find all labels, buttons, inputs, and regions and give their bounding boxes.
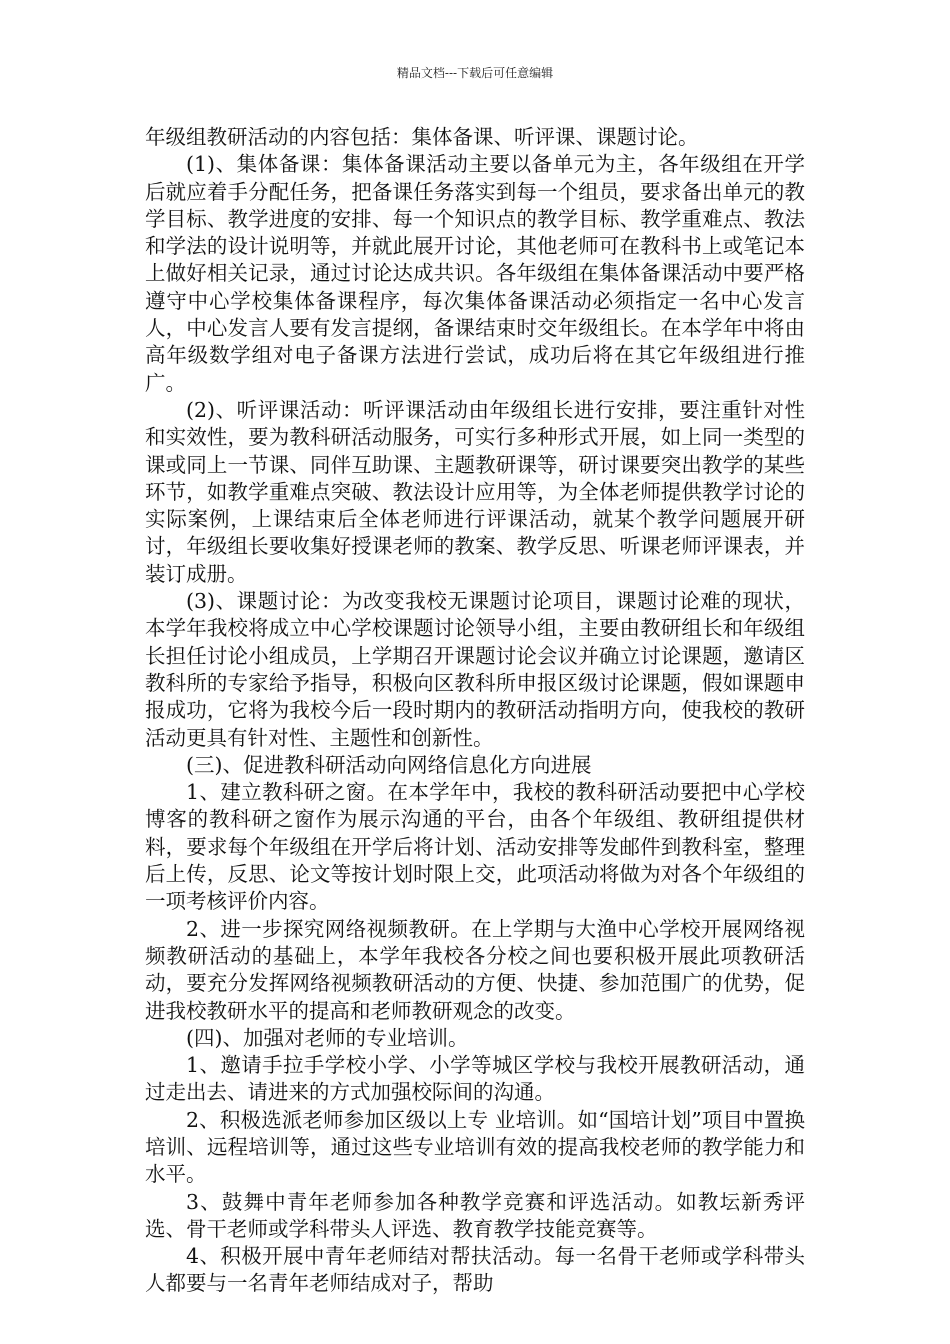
paragraph-intro: 年级组教研活动的内容包括：集体备课、听评课、课题讨论。 (145, 125, 699, 149)
paragraph-video-research: 2、进一步探究网络视频教研。在上学期与大渔中心学校开展网络视频教研活动的基础上，本学年我校各分校之间也要积极开展此项教研活动，要充分发挥网络视频教研活动的方便、快捷、参加范围广的优势，促进我校教研水平的提高和老师教研观念的改变。 (145, 916, 805, 1023)
document-body (145, 124, 805, 1298)
paragraph-professional-training: 2、积极选派老师参加区级以上专 业培训。如“国培计划”项目中置换培训、远程培训等，通过这些专业培训有效的提高我校老师的教学能力和水平。 (145, 1107, 805, 1187)
paragraph-research-topics: (3)、课题讨论：为改变我校无课题讨论项目，课题讨论难的现状，本学年我校将成立中心学校课题讨论领导小组，主要由教研组长和年级组长担任讨论小组成员，上学期召开课题讨论会议并确立讨论课题，邀请区教科所的专家给予指导，积极向区教科所申报区级讨论课题，假如课题申报成功，它将为我校今后一段时期内的教研活动指明方向，使我校的教研活动更具有针对性、主题性和创新性。 (145, 589, 805, 750)
paragraph-collective-lesson-prep: (1)、集体备课：集体备课活动主要以备单元为主，各年级组在开学后就应着手分配任务，把备课任务落实到每一个组员，要求备出单元的教学目标、教学进度的安排、每一个知识点的教学目标、教学重难点、教法和学法的设计说明等，并就此展开讨论，其他老师可在教科书上或笔记本上做好相关记录，通过讨论达成共识。各年级组在集体备课活动中要严格遵守中心学校集体备课程序，每次集体备课活动必须指定一名中心发言人，中心发言人要有发言提纲，备课结束时交年级组长。在本学年中将由高年级数学组对电子备课方法进行尝试，成功后将在其它年级组进行推广。 (145, 152, 805, 395)
paragraph-invite-schools: 1、邀请手拉手学校小学、小学等城区学校与我校开展教研活动，通过走出去、请进来的方式加强校际间的沟通。 (145, 1053, 805, 1105)
paragraph-research-window: 1、建立教科研之窗。在本学年中，我校的教科研活动要把中心学校博客的教科研之窗作为展示沟通的平台，由各个年级组、教研组提供材料，要求每个年级组在开学后将计划、活动安排等发邮件到教科室，整理后上传，反思、论文等按计划时限上交，此项活动将做为对各个年级组的一项考核评价内容。 (145, 780, 805, 914)
paragraph-competitions: 3、鼓舞中青年老师参加各种教学竞赛和评选活动。如教坛新秀评选、骨干老师或学科带头人评选、教育教学技能竞赛等。 (145, 1189, 805, 1241)
section-heading-three: (三)、促进教科研活动向网络信息化方向进展 (186, 752, 592, 777)
paragraph-lesson-observation: (2)、听评课活动：听评课活动由年级组长进行安排，要注重针对性和实效性，要为教科研活动服务，可实行多种形式开展，如上同一类型的课或同上一节课、同伴互助课、主题教研课等，研讨课要突出教学的某些环节，如教学重难点突破、教法设计应用等，为全体老师提供教学讨论的实际案例，上课结束后全体老师进行评课活动，就某个教学问题展开研讨，年级组长要收集好授课老师的教案、教学反思、听课老师评课表，并装订成册。 (145, 397, 805, 586)
paragraph-mentoring: 4、积极开展中青年老师结对帮扶活动。每一名骨干老师或学科带头人都要与一名青年老师结成对子，帮助 (145, 1244, 805, 1296)
page-header: 精品文档---下载后可任意编辑 (396, 66, 554, 80)
section-heading-four: (四)、加强对老师的专业培训。 (186, 1025, 469, 1050)
